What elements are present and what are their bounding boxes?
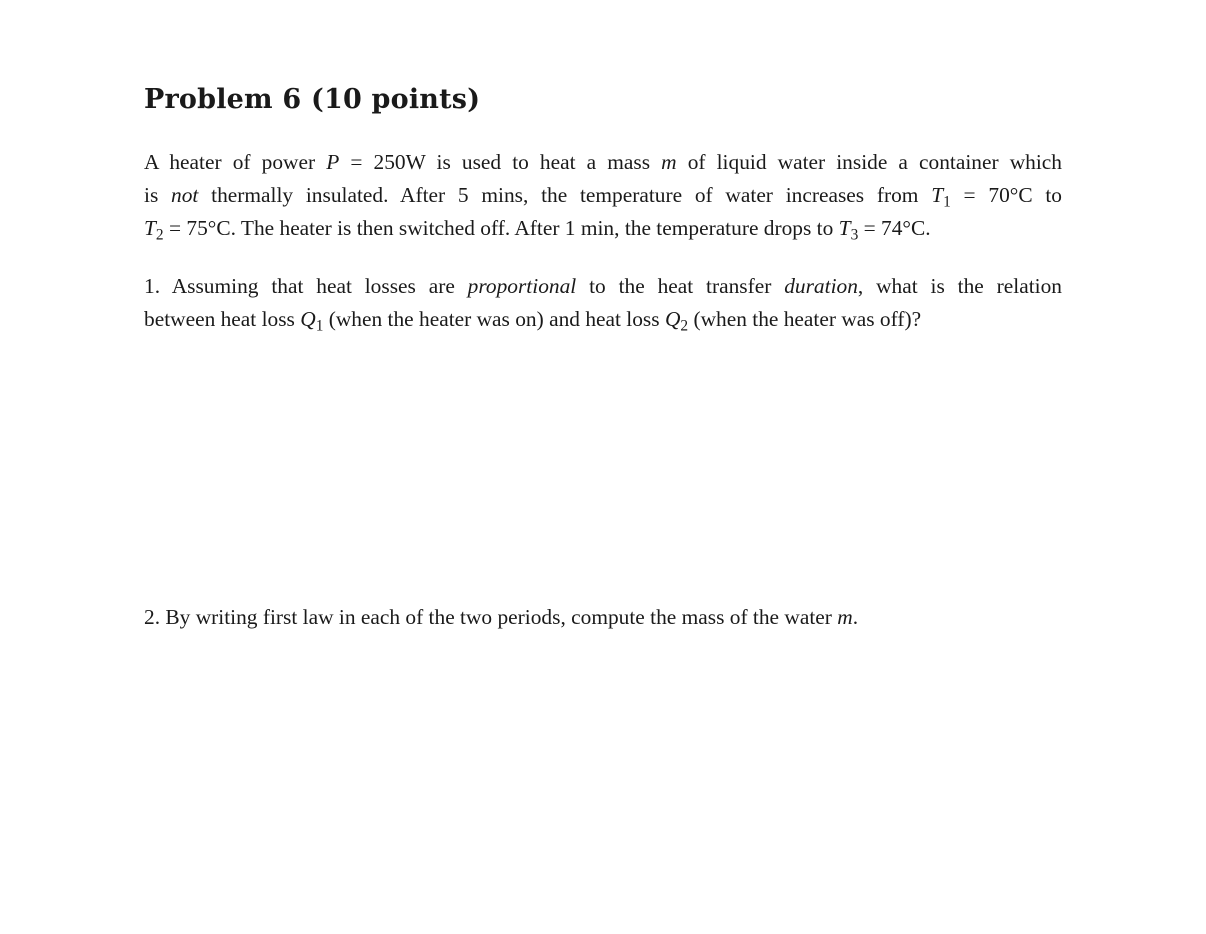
statement-line-3: $T_2 = 75^\circ C$. The heater is then switched off. After 1 min, the temperature drops to $T_3 = 74^\circ C$. [144, 216, 931, 244]
statement-line-2: is not thermally insulated. After 5 mins, the temperature of water increases from $T_1 = 70^\circ C$ to [144, 183, 1062, 211]
question-1-line-2: between heat loss $Q_1$ (when the heater was on) and heat loss $Q_2$ (when the heater was off)? [144, 307, 922, 335]
question-1 [144, 270, 1062, 336]
problem-title: Problem 6 (10 points) [144, 84, 481, 115]
question-2-line-1: 2. By writing first law in each of the two periods, compute the mass of the water m. [144, 605, 859, 629]
question-2 [144, 601, 1062, 634]
question-1-line-1: 1. Assuming that heat losses are proportional to the heat transfer duration, what is the relation [144, 274, 1062, 298]
problem-statement [144, 146, 1062, 245]
statement-line-1: A heater of power P = 250W is used to heat a mass m of liquid water inside a container which [144, 150, 1062, 174]
